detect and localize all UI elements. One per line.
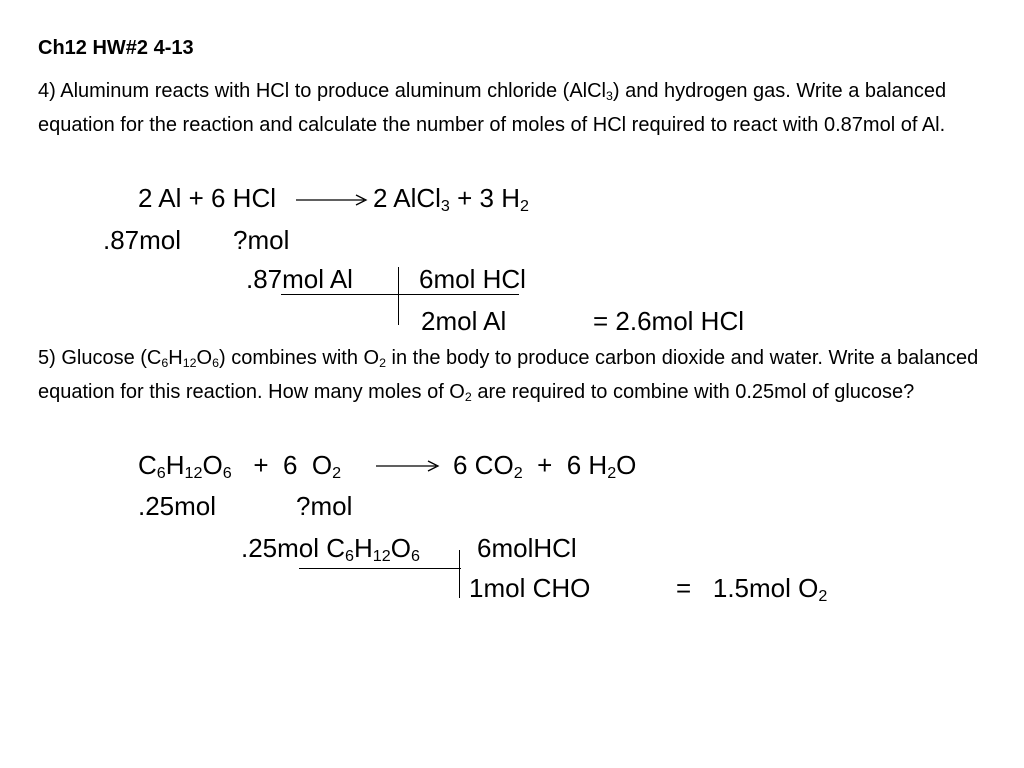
q4-given-moles: .87mol bbox=[103, 225, 182, 255]
question-4-text: 4) Aluminum reacts with HCl to produce aluminum chloride (AlCl$_3$) and hydrogen gas. Write a balanced equation for the reaction and calculate the number of moles of HCl required to react with 0.87mol of Al. bbox=[38, 80, 947, 136]
q4-factor-bottom: 2mol Al bbox=[421, 306, 507, 336]
q5-factor-divider bbox=[459, 550, 460, 598]
q4-factor-top-left: .87mol Al bbox=[246, 264, 353, 294]
q5-factor-top-right: 6molHCl bbox=[477, 533, 577, 563]
q4-factor-top-right: 6mol HCl bbox=[419, 264, 526, 294]
q5-factor-top-left: .25mol $C_6H_{12}O_6$ bbox=[241, 533, 420, 566]
reaction-arrow-icon bbox=[296, 190, 376, 210]
q5-fraction-line bbox=[299, 568, 461, 569]
q4-equation-products: 2 AlCl$_3$ + 3 $H_2$ bbox=[373, 183, 529, 216]
page-title: Ch12 HW#2 4-13 bbox=[38, 37, 194, 59]
q5-equation-products: 6 $CO_2 + 6$ $H_2O$ bbox=[453, 450, 637, 483]
q5-unknown-moles: ?mol bbox=[296, 491, 353, 521]
q4-fraction-line bbox=[281, 294, 519, 295]
q4-factor-divider bbox=[398, 267, 399, 325]
q5-answer: = 1.5mol $O_2$ bbox=[676, 573, 828, 606]
q5-factor-bottom: 1mol CHO bbox=[469, 573, 591, 603]
q4-equation-reactants: 2 Al + 6 HCl bbox=[138, 183, 277, 213]
reaction-arrow-icon bbox=[376, 458, 446, 478]
question-5-text: 5) Glucose $(C_6H_{12}O_6)$ combines with $O_2$ in the body to produce carbon dioxide and water. Write a balanced equation for this reaction. How many moles of $O_2$ are required to combine with 0.25mol of glucose? bbox=[38, 347, 979, 405]
q4-unknown-moles: ?mol bbox=[233, 225, 290, 255]
q5-given-moles: .25mol bbox=[138, 491, 217, 521]
q4-answer: = 2.6mol HCl bbox=[593, 306, 744, 336]
q5-equation-reactants: $C_6H_{12}O_6 + 6$ $O_2$ bbox=[138, 450, 342, 483]
